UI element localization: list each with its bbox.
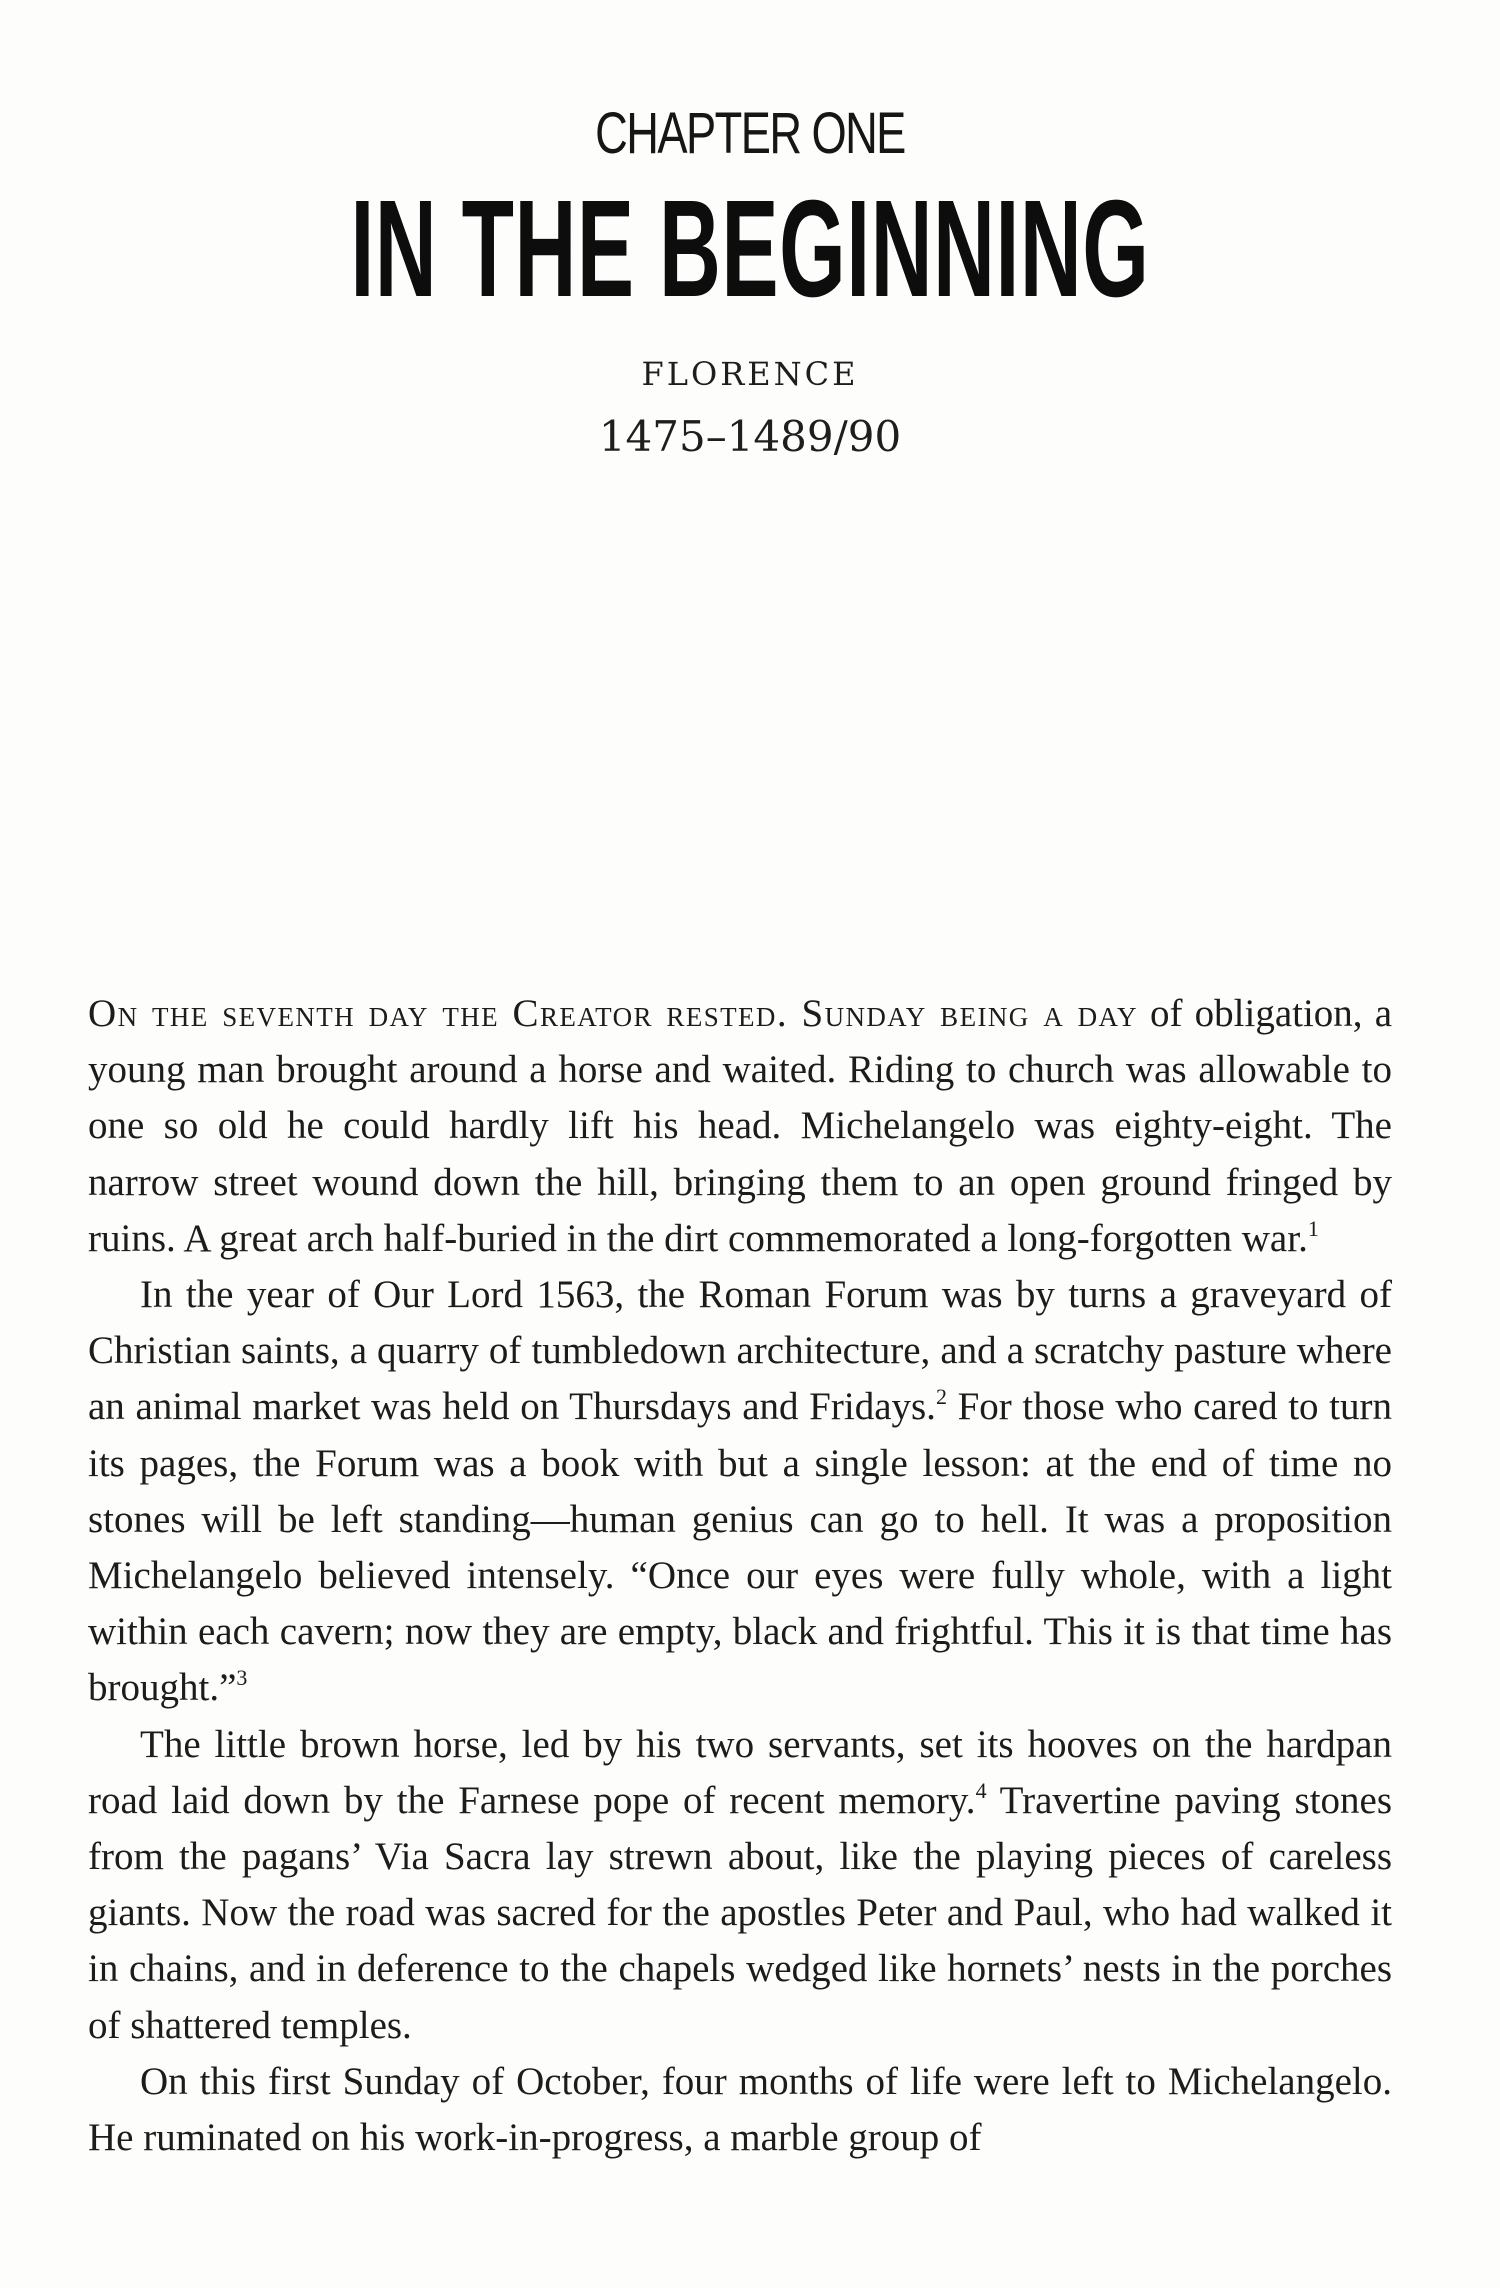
chapter-place: FLORENCE (641, 355, 859, 393)
paragraph-text: In the year of Our Lord 1563, the Roman Forum was by turns a graveyard of Christian saints, a quarry of tumbledown architecture, and a scratchy pasture where an animal market was held on Thursdays and Fridays. (88, 1273, 1392, 1429)
paragraph-2 (88, 1267, 1392, 1717)
chapter-title: IN THE BEGINNING (350, 172, 1150, 326)
paragraph-1 (88, 986, 1392, 1267)
footnote-ref: 2 (935, 1384, 947, 1410)
opening-small-caps: On the seventh day the Creator rested. Sunday being a day (88, 992, 1138, 1035)
footnote-ref: 1 (1307, 1215, 1319, 1241)
paragraph-4 (88, 2054, 1392, 2166)
paragraph-text: of obligation, a young man brought around a horse and waited. Riding to church was allowable to one so old he could hardly lift his head. Michelangelo was eighty-eight. The narrow street wound down the hill, bringing them to an open ground fringed by ruins. A great arch half-buried in the dirt commemorated a long-forgotten war. (88, 992, 1393, 1260)
body-text (88, 986, 1392, 2166)
paragraph-text: The little brown horse, led by his two servants, set its hooves on the hardpan road laid down by the Farnese pope of recent memory. (88, 1722, 1392, 1822)
chapter-dates: 1475–1489/90 (598, 412, 902, 461)
paragraph-3 (88, 1717, 1392, 2054)
footnote-ref: 4 (975, 1777, 987, 1803)
paragraph-text: On this first Sunday of October, four months of life were left to Michelangelo. He ruminated on his work-in-progress, a marble group of (88, 2059, 1392, 2160)
footnote-ref: 3 (236, 1665, 248, 1691)
paragraph-text-continued: Travertine paving stones from the pagans’ Via Sacra lay strewn about, like the playing pieces of careless giants. Now the road was sacred for the apostles Peter and Paul, who had walked it in chains, and in deference to the chapels wedged like hornets’ nests in the porches of shattered temples. (88, 1778, 1393, 2047)
paragraph-text-continued: For those who cared to turn its pages, the Forum was a book with but a single lesson: at the end of time no stones will be left standing—human genius can go to hell. It was a proposition Michelangelo believed intensely. “Once our eyes were fully whole, with a light within each cavern; now they are empty, black and frightful. This it is that time has brought.” (88, 1385, 1392, 1710)
chapter-number: CHAPTER ONE (595, 101, 905, 166)
